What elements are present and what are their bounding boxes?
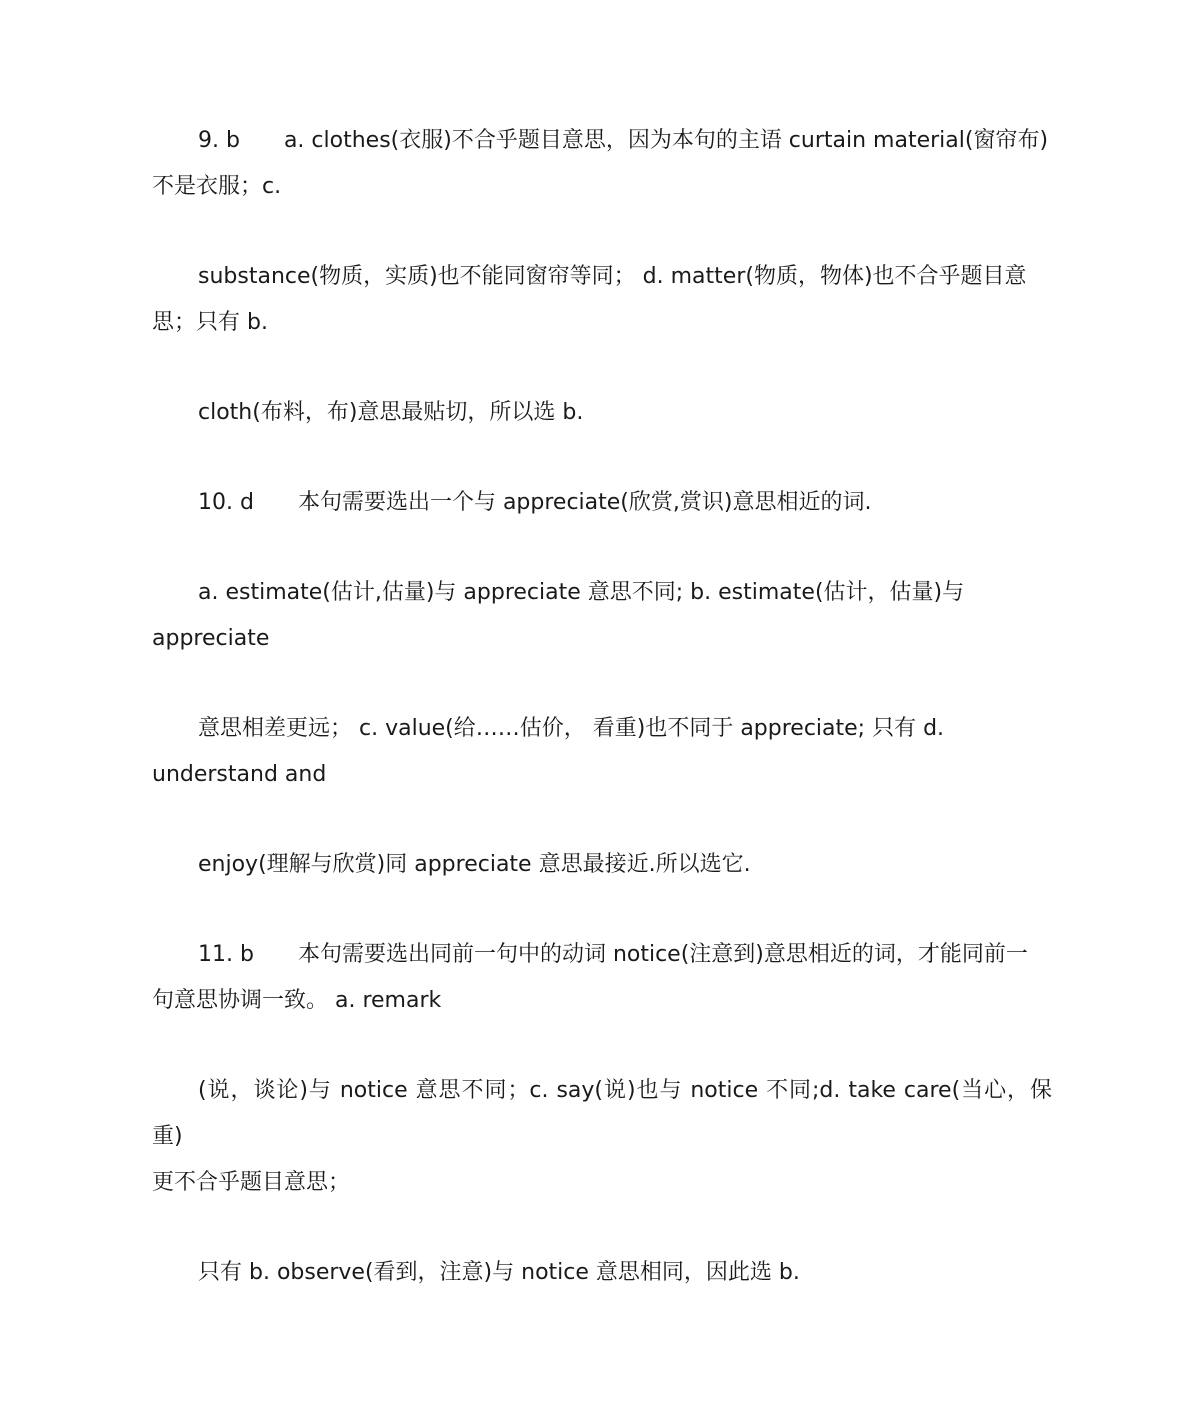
paragraph-11b-remark [152, 1068, 1052, 1206]
text-line: 句意思协调一致。 a. remark [152, 988, 442, 1013]
text-line: 更不合乎题目意思； [152, 1170, 351, 1195]
text-line: enjoy(理解与欣赏)同 appreciate 意思最接近.所以选它. [198, 852, 751, 877]
paragraph-9b-explanation [152, 118, 1052, 210]
text-line: 只有 b. observe(看到，注意)与 notice 意思相同，因此选 b. [198, 1260, 800, 1285]
text-line: 11. b 本句需要选出同前一句中的动词 notice(注意到)意思相近的词，才能同前一 [198, 942, 1028, 967]
text-line: a. estimate(估计,估量)与 appreciate 意思不同; b. estimate(估计，估量)与 [198, 580, 965, 605]
text-line: 9. b a. clothes(衣服)不合乎题目意思，因为本句的主语 curtain material(窗帘布) [198, 128, 1049, 153]
text-line: cloth(布料，布)意思最贴切，所以选 b. [198, 400, 584, 425]
text-line: 思；只有 b. [152, 310, 268, 335]
paragraph-10d-intro [152, 480, 1052, 526]
paragraph-10d-value [152, 706, 1052, 798]
text-line: 10. d 本句需要选出一个与 appreciate(欣赏,赏识)意思相近的词. [198, 490, 872, 515]
text-line: appreciate [152, 626, 270, 651]
text-line: 意思相差更远； c. value(给……估价， 看重)也不同于 appreciate; 只有 d. [198, 716, 945, 741]
text-line: (说，谈论)与 notice 意思不同；c. say(说)也与 notice 不同;d. take care(当心，保重) [152, 1078, 1052, 1149]
text-line: understand and [152, 762, 327, 787]
paragraph-9b-cloth [152, 390, 1052, 436]
paragraph-11b-intro [152, 932, 1052, 1024]
paragraph-10d-enjoy [152, 842, 1052, 888]
text-line: 不是衣服；c. [152, 174, 282, 199]
document-page [152, 118, 1052, 1340]
text-line: substance(物质，实质)也不能同窗帘等同； d. matter(物质，物体)也不合乎题目意 [198, 264, 1027, 289]
paragraph-11b-observe [152, 1250, 1052, 1296]
paragraph-9b-substance [152, 254, 1052, 346]
paragraph-10d-estimate [152, 570, 1052, 662]
